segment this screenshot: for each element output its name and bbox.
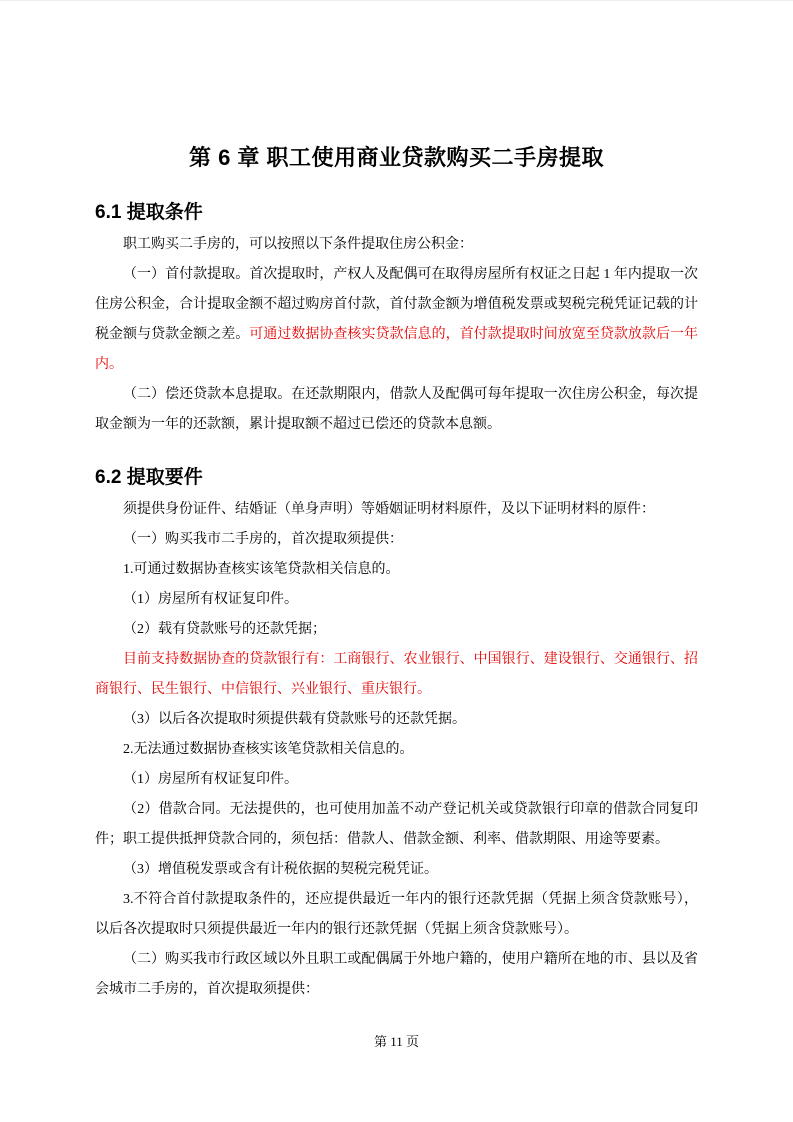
paragraph [95, 885, 698, 945]
paragraph [95, 645, 698, 705]
text-run: （2）载有贷款账号的还款凭据； [123, 622, 326, 637]
section-6-1-body [95, 230, 698, 440]
page-number: 第 11 页 [373, 1034, 420, 1049]
text-run: （二）购买我市行政区域以外且职工或配偶属于外地户籍的，使用户籍所在地的市、县以及省会城市二手房的，首次提取须提供： [95, 952, 698, 997]
paragraph [95, 705, 698, 735]
paragraph [95, 525, 698, 555]
section-6-2 [95, 464, 698, 1005]
text-run: 2.无法通过数据协查核实该笔贷款相关信息的。 [123, 742, 414, 757]
page-content [95, 1, 698, 1005]
paragraph [95, 615, 698, 645]
highlighted-text-run: 可通过数据协查核实贷款信息的，首付款提取时间放宽至贷款放款后一年内。 [95, 327, 699, 372]
text-run: （3）以后各次提取时须提供载有贷款账号的还款凭据。 [123, 712, 466, 727]
section-6-2-heading: 6.2 提取要件 [95, 467, 203, 488]
paragraph [95, 585, 698, 615]
paragraph [95, 495, 698, 525]
section-6-1 [95, 199, 698, 440]
text-run: （1）房屋所有权证复印件。 [123, 772, 298, 787]
paragraph [95, 945, 698, 1005]
text-run: （二）偿还贷款本息提取。在还款期限内，借款人及配偶可每年提取一次住房公积金，每次提取金额为一年的还款额，累计提取额不超过已偿还的贷款本息额。 [95, 387, 698, 432]
section-6-2-body [95, 495, 698, 1005]
text-run: 职工购买二手房的，可以按照以下条件提取住房公积金： [123, 237, 473, 252]
text-run: （一）首付款提取。首次提取时，产权人及配偶可在取得房屋所有权证之日起 1 年内提取一次住房公积金，合计提取金额不超过购房首付款，首付款金额为增值税发票或契税完税凭证记载的计税金额与贷款金额之差。 [95, 267, 698, 342]
text-run: （一）购买我市二手房的，首次提取须提供： [123, 532, 403, 547]
section-6-1-heading: 6.1 提取条件 [95, 202, 203, 223]
text-run: （2）借款合同。无法提供的，也可使用加盖不动产登记机关或贷款银行印章的借款合同复印件；职工提供抵押贷款合同的，须包括：借款人、借款金额、利率、借款期限、用途等要素。 [95, 802, 698, 847]
text-run: 1.可通过数据协查核实该笔贷款相关信息的。 [123, 562, 400, 577]
paragraph [95, 260, 698, 380]
text-run: 3.不符合首付款提取条件的，还应提供最近一年内的银行还款凭据（凭据上须含贷款账号），以后各次提取时只须提供最近一年内的银行还款凭据（凭据上须含贷款账号）。 [95, 892, 698, 937]
text-run: （3）增值税发票或含有计税依据的契税完税凭证。 [123, 862, 438, 877]
paragraph [95, 230, 698, 260]
paragraph [95, 380, 698, 440]
text-run: 须提供身份证件、结婚证（单身声明）等婚姻证明材料原件，及以下证明材料的原件： [123, 502, 655, 517]
paragraph [95, 855, 698, 885]
paragraph [95, 555, 698, 585]
paragraph [95, 735, 698, 765]
paragraph [95, 795, 698, 855]
chapter-title: 第 6 章 职工使用商业贷款购买二手房提取 [188, 145, 605, 170]
text-run: （1）房屋所有权证复印件。 [123, 592, 298, 607]
highlighted-text-run: 目前支持数据协查的贷款银行有：工商银行、农业银行、中国银行、建设银行、交通银行、招商银行、民生银行、中信银行、兴业银行、重庆银行。 [95, 652, 698, 697]
paragraph [95, 765, 698, 795]
